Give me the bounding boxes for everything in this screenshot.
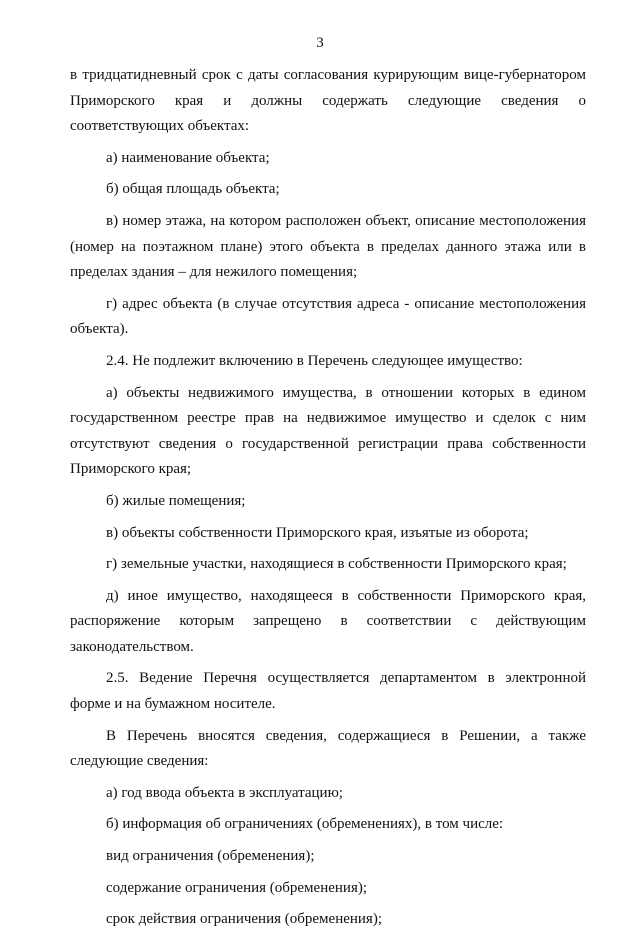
list-item-d-other-property: д) иное имущество, находящееся в собственности Приморского края, распоряжение которым запрещено в соответствии с действующим законодательством. — [70, 587, 586, 655]
section-2-4-heading: 2.4. Не подлежит включению в Перечень следующее имущество: — [106, 352, 523, 369]
page-number: 3 — [316, 35, 324, 51]
list-item-a-year: а) год ввода объекта в эксплуатацию; — [106, 784, 343, 801]
list-item-g-land: г) земельные участки, находящиеся в собственности Приморского края; — [106, 556, 567, 573]
document-body — [70, 63, 586, 933]
encumbrance-type: вид ограничения (обременения); — [106, 848, 315, 865]
register-info-paragraph: В Перечень вносятся сведения, содержащиеся в Решении, а также следующие сведения: — [70, 727, 586, 770]
encumbrance-content: содержание ограничения (обременения); — [106, 879, 368, 896]
list-item-v-floor: в) номер этажа, на котором расположен объект, описание местоположения (номер на поэтажном плане) этого объекта в пределах данного этажа или в пределах здания – для нежилого помещения; — [70, 212, 586, 281]
section-2-5-paragraph: 2.5. Ведение Перечня осуществляется департаментом в электронной форме и на бумажном носителе. — [70, 670, 586, 713]
paragraph-continuation: в тридцатидневный срок с даты согласования курирующим вице-губернатором Приморского края и должны содержать следующие сведения о соответствующих объектах: — [70, 67, 586, 135]
list-item-b-area: б) общая площадь объекта; — [106, 181, 280, 198]
list-item-a-real-estate: а) объекты недвижимого имущества, в отношении которых в едином государственном реестре прав на недвижимое имущество и сделок с ним отсутствуют сведения о государственной регистрации права собственности Приморского края; — [70, 384, 586, 478]
list-item-a-name: а) наименование объекта; — [106, 149, 270, 166]
encumbrance-term: срок действия ограничения (обременения); — [106, 911, 382, 928]
list-item-g-address: г) адрес объекта (в случае отсутствия адреса - описание местоположения объекта). — [70, 295, 586, 338]
list-item-b-residential: б) жилые помещения; — [106, 492, 246, 509]
list-item-v-withdrawn: в) объекты собственности Приморского края, изъятые из оборота; — [106, 524, 529, 541]
list-item-b-encumbrances: б) информация об ограничениях (обременениях), в том числе: — [106, 816, 504, 833]
